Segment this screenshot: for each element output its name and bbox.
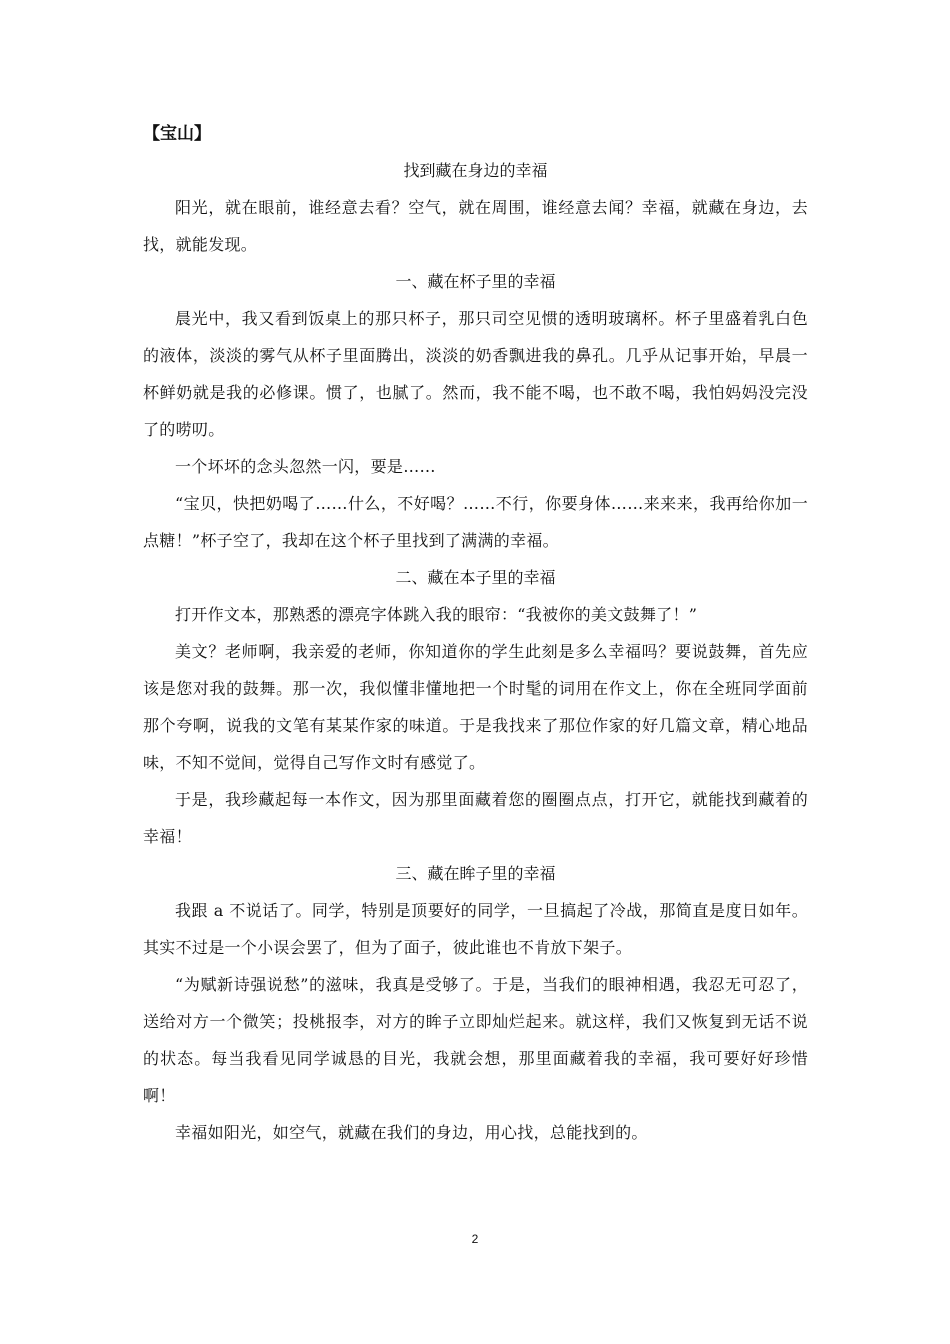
page-number: 2: [471, 1232, 479, 1246]
essay-title: 找到藏在身边的幸福: [403, 161, 548, 180]
section-2-paragraph: 打开作文本，那熟悉的漂亮字体跳入我的眼帘：“我被你的美文鼓舞了！”: [175, 605, 698, 624]
document-page: [143, 116, 808, 1151]
section-3-paragraph: 幸福如阳光，如空气，就藏在我们的身边，用心找，总能找到的。: [175, 1123, 648, 1142]
section-1-paragraph: 晨光中，我又看到饭桌上的那只杯子，那只司空见惯的透明玻璃杯。杯子里盛着乳白色的液体，淡淡的雾气从杯子里面腾出，淡淡的奶香飘进我的鼻孔。几乎从记事开始，早晨一杯鲜奶就是我的必修课。惯了，也腻了。然而，我不能不喝，也不敢不喝，我怕妈妈没完没了的唠叨。: [143, 309, 808, 439]
intro-paragraph: 阳光，就在眼前，谁经意去看？空气，就在周围，谁经意去闻？幸福，就藏在身边，去找，就能发现。: [143, 198, 808, 254]
section-3-paragraph: 我跟 a 不说话了。同学，特别是顶要好的同学，一旦搞起了冷战，那简直是度日如年。其实不过是一个小误会罢了，但为了面子，彼此谁也不肯放下架子。: [143, 901, 808, 957]
source-tag: 【宝山】: [143, 124, 211, 144]
section-2-paragraph: 于是，我珍藏起每一本作文，因为那里面藏着您的圈圈点点，打开它，就能找到藏着的幸福！: [143, 790, 808, 846]
section-1-paragraph: “宝贝，快把奶喝了……什么，不好喝？……不行，你要身体……来来来，我再给你加一点糖！”杯子空了，我却在这个杯子里找到了满满的幸福。: [143, 494, 808, 550]
section-heading-3: 三、藏在眸子里的幸福: [395, 864, 556, 883]
section-heading-2: 二、藏在本子里的幸福: [395, 568, 556, 587]
section-heading-1: 一、藏在杯子里的幸福: [395, 272, 556, 291]
section-1-paragraph: 一个坏坏的念头忽然一闪，要是……: [175, 457, 436, 476]
section-3-paragraph: “为赋新诗强说愁”的滋味，我真是受够了。于是，当我们的眼神相遇，我忍无可忍了，送给对方一个微笑；投桃报李，对方的眸子立即灿烂起来。就这样，我们又恢复到无话不说的状态。每当我看见同学诚恳的目光，我就会想，那里面藏着我的幸福，我可要好好珍惜啊！: [143, 975, 808, 1105]
section-2-paragraph: 美文？老师啊，我亲爱的老师，你知道你的学生此刻是多么幸福吗？要说鼓舞，首先应该是您对我的鼓舞。那一次，我似懂非懂地把一个时髦的词用在作文上，你在全班同学面前那个夸啊，说我的文笔有某某作家的味道。于是我找来了那位作家的好几篇文章，精心地品味，不知不觉间，觉得自己写作文时有感觉了。: [143, 642, 808, 772]
